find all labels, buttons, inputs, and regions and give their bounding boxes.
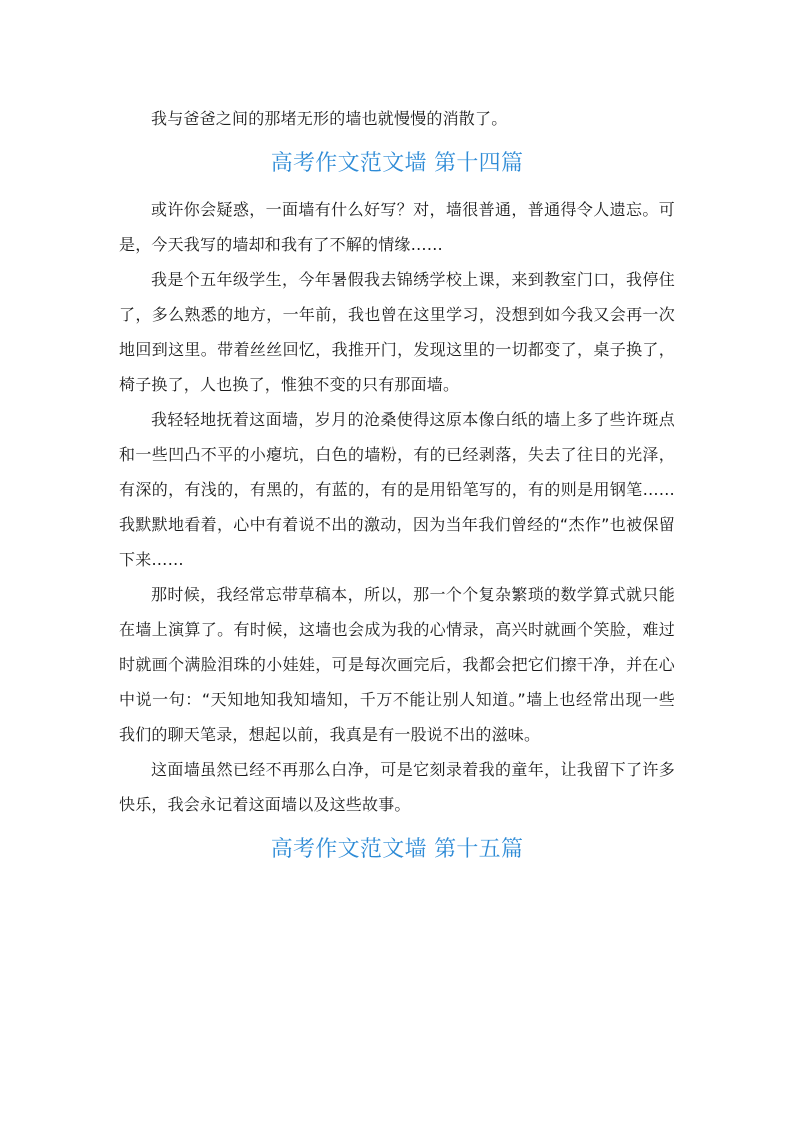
section-heading-14: 高考作文范文墙 第十四篇 <box>270 151 524 176</box>
section-heading-15: 高考作文范文墙 第十五篇 <box>270 837 524 862</box>
paragraph-2: 我是个五年级学生，今年暑假我去锦绣学校上课，来到教室门口，我停住了，多么熟悉的地方，一年前，我也曾在这里学习，没想到如今我又会再一次地回到这里。带着丝丝回忆，我推开门，发现这里的一切都变了，桌子换了，椅子换了，人也换了，惟独不变的只有那面墙。 <box>119 270 675 394</box>
paragraph-4: 那时候，我经常忘带草稿本，所以，那一个个复杂繁琐的数学算式就只能在墙上演算了。有时候，这墙也会成为我的心情录，高兴时就画个笑脸，难过时就画个满脸泪珠的小娃娃，可是每次画完后，我都会把它们擦干净，并在心中说一句：“天知地知我知墙知，千万不能让别人知道。”墙上也经常出现一些我们的聊天笔录，想起以前，我真是有一股说不出的滋味。 <box>119 585 675 744</box>
document-body <box>119 101 675 878</box>
paragraph-3: 我轻轻地抚着这面墙，岁月的沧桑使得这原本像白纸的墙上多了些许斑点和一些凹凸不平的小瘪坑，白色的墙粉，有的已经剥落，失去了往日的光泽，有深的，有浅的，有黑的，有蓝的，有的是用铅笔写的，有的则是用钢笔……我默默地看着，心中有着说不出的激动，因为当年我们曾经的“杰作”也被保留下来…… <box>119 410 675 569</box>
paragraph-5: 这面墙虽然已经不再那么白净，可是它刻录着我的童年，让我留下了许多快乐，我会永记着这面墙以及这些故事。 <box>119 760 675 814</box>
paragraph-1: 或许你会疑惑，一面墙有什么好写？对，墙很普通，普通得令人遗忘。可是，今天我写的墙却和我有了不解的情缘…… <box>119 200 675 254</box>
intro-paragraph: 我与爸爸之间的那堵无形的墙也就慢慢的消散了。 <box>151 109 508 128</box>
